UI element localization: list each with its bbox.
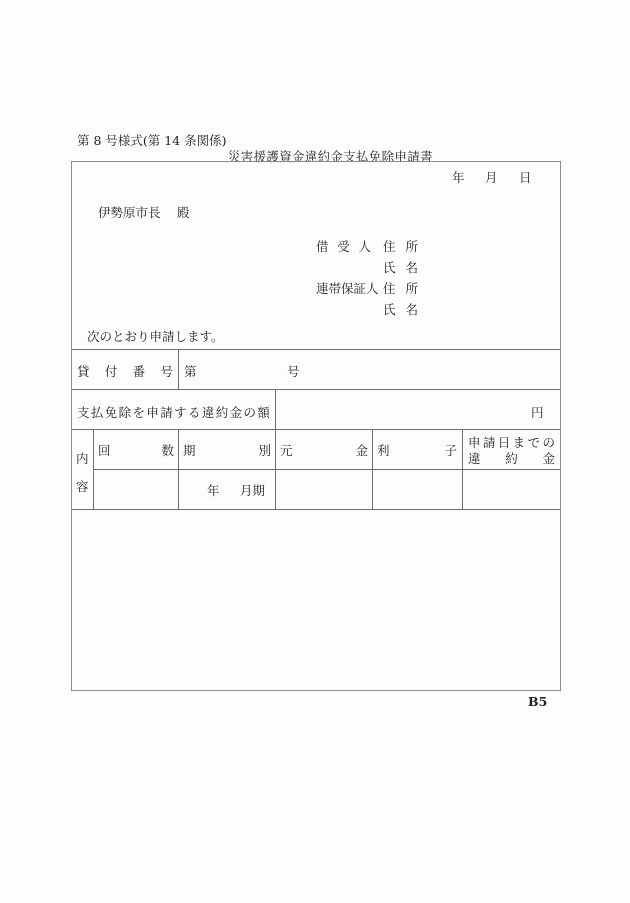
remarks-area[interactable] [74,512,558,687]
header-interest: 利 子 [377,443,457,458]
loan-number-label: 貸 付 番 号 [77,364,173,379]
col-divider [462,429,463,509]
col-divider [275,389,276,429]
paper-size-label: B5 [528,694,548,709]
form-title: 災害援護資金違約金支払免除申請書 [228,149,433,164]
date-year-label: 年 [452,170,465,185]
addressee-name: 伊勢原市長 [98,205,161,220]
details-side-label-2: 容 [76,479,89,494]
guarantor-label: 連帯保証人 [316,281,379,296]
header-period: 期 別 [183,443,271,458]
intro-text: 次のとおり申請します。 [87,329,224,344]
col-divider [178,429,179,509]
loan-number-suffix: 号 [287,364,300,379]
principal-field[interactable] [278,472,370,506]
yen-unit: 円 [531,405,544,420]
row-divider [93,469,560,470]
penalty-amount-field[interactable] [280,395,520,423]
col-divider [275,429,276,509]
header-count: 回 数 [98,443,174,458]
col-divider [178,349,179,389]
penalty-amount-label: 支 払 免 除 を 申 請 す る 違 約 金 の 額 [77,405,270,420]
header-penalty-line1: 申 請 日 ま で の [468,435,555,450]
header-penalty-line2: 違 約 金 [468,451,555,466]
period-year-label: 年 [207,483,220,498]
borrower-label: 借 受 人 [316,239,371,254]
loan-number-prefix: 第 [184,364,197,379]
header-principal: 元 金 [280,443,368,458]
interest-field[interactable] [375,472,460,506]
loan-number-field[interactable] [198,355,284,383]
col-divider [93,429,94,509]
borrower-name-label: 氏 名 [383,260,418,275]
row-divider [72,509,560,510]
col-divider [372,429,373,509]
form-number: 第 8 号様式(第 14 条関係) [77,133,227,148]
date-day-label: 日 [519,170,532,185]
period-month-label: 月期 [240,483,266,498]
row-divider [72,389,560,390]
row-divider [72,349,560,350]
date-month-label: 月 [485,170,498,185]
borrower-address-label: 住 所 [383,239,418,254]
details-side-label-1: 内 [76,451,89,466]
addressee-honorific: 殿 [177,205,190,220]
row-divider [72,429,560,430]
penalty-to-date-field[interactable] [465,472,557,506]
guarantor-name-label: 氏 名 [383,302,418,317]
count-field[interactable] [96,472,176,506]
guarantor-address-label: 住 所 [383,281,418,296]
